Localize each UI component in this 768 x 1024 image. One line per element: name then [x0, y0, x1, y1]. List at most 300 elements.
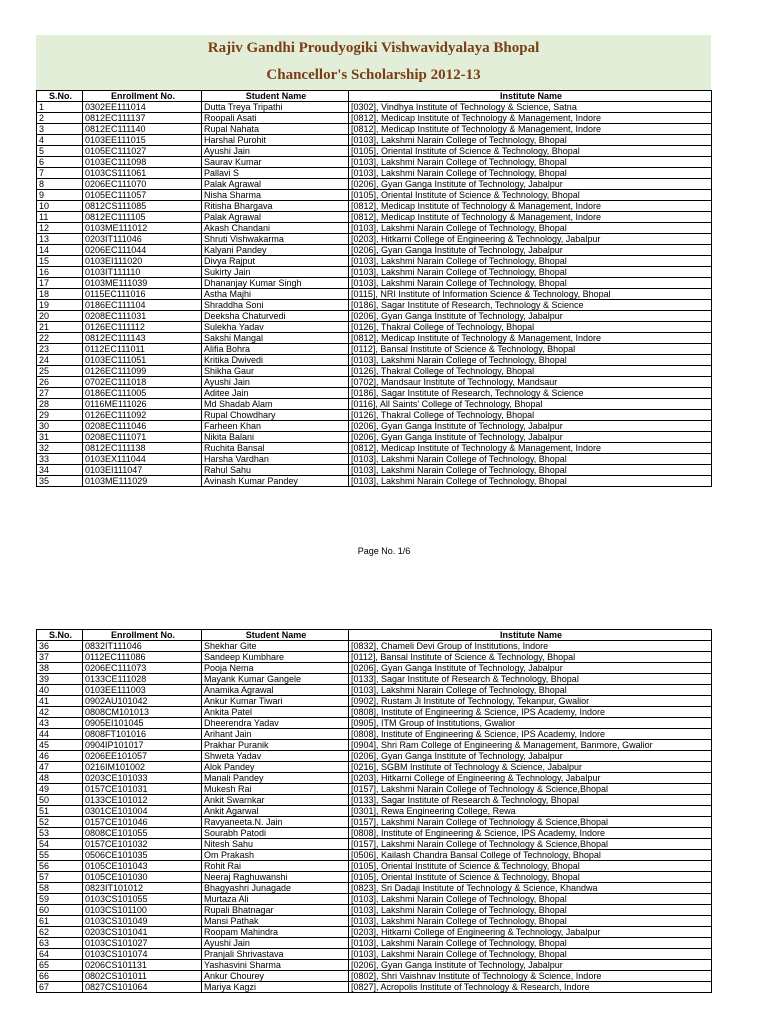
cell-enrollment: 0103ME111012 — [83, 223, 202, 234]
cell-institute-name: [0206], Gyan Ganga Institute of Technology, Jabalpur — [349, 245, 712, 256]
cell-sno: 30 — [37, 421, 83, 432]
cell-institute-name: [0103], Lakshmi Narain College of Technology, Bhopal — [349, 355, 712, 366]
table-row — [37, 157, 712, 168]
cell-sno: 65 — [37, 960, 83, 971]
cell-enrollment: 0103EI111020 — [83, 256, 202, 267]
cell-sno: 22 — [37, 333, 83, 344]
cell-student-name: Rupal Nahata — [202, 124, 349, 135]
cell-student-name: Pooja Nema — [202, 663, 349, 674]
table-row — [37, 333, 712, 344]
cell-institute-name: [0206], Gyan Ganga Institute of Technology, Jabalpur — [349, 179, 712, 190]
cell-sno: 47 — [37, 762, 83, 773]
cell-institute-name: [0506], Kailash Chandra Bansal College of Technology, Bhopal — [349, 850, 712, 861]
cell-sno: 11 — [37, 212, 83, 223]
cell-institute-name: [0103], Lakshmi Narain College of Technology, Bhopal — [349, 949, 712, 960]
cell-sno: 33 — [37, 454, 83, 465]
cell-enrollment: 0103ME111039 — [83, 278, 202, 289]
cell-sno: 36 — [37, 641, 83, 652]
cell-institute-name: [0808], Institute of Engineering & Science, IPS Academy, Indore — [349, 828, 712, 839]
cell-institute-name: [0126], Thakral College of Technology, Bhopal — [349, 366, 712, 377]
cell-institute-name: [0112], Bansal Institute of Science & Technology, Bhopal — [349, 344, 712, 355]
cell-enrollment: 0902AU101042 — [83, 696, 202, 707]
cell-student-name: Dheerendra Yadav — [202, 718, 349, 729]
cell-enrollment: 0103CS101100 — [83, 905, 202, 916]
cell-sno: 40 — [37, 685, 83, 696]
cell-sno: 14 — [37, 245, 83, 256]
cell-enrollment: 0802CS101011 — [83, 971, 202, 982]
table-row — [37, 113, 712, 124]
cell-student-name: Ruchita Bansal — [202, 443, 349, 454]
table-row — [37, 905, 712, 916]
cell-sno: 31 — [37, 432, 83, 443]
cell-institute-name: [0103], Lakshmi Narain College of Technology, Bhopal — [349, 916, 712, 927]
table-row — [37, 817, 712, 828]
cell-institute-name: [0186], Sagar Institute of Research, Technology & Science — [349, 388, 712, 399]
cell-enrollment: 0103IT111110 — [83, 267, 202, 278]
table-row — [37, 124, 712, 135]
table-row — [37, 212, 712, 223]
cell-sno: 12 — [37, 223, 83, 234]
table-row — [37, 432, 712, 443]
cell-student-name: Rupali Bhatnagar — [202, 905, 349, 916]
cell-student-name: Mukesh Rai — [202, 784, 349, 795]
cell-institute-name: [0133], Sagar Institute of Research & Technology, Bhopal — [349, 795, 712, 806]
cell-student-name: Sulekha Yadav — [202, 322, 349, 333]
table-row — [37, 366, 712, 377]
cell-student-name: Ankit Swarnkar — [202, 795, 349, 806]
table-row — [37, 355, 712, 366]
cell-institute-name: [0103], Lakshmi Narain College of Technology, Bhopal — [349, 168, 712, 179]
cell-enrollment: 0103EC111098 — [83, 157, 202, 168]
table-row — [37, 938, 712, 949]
cell-sno: 5 — [37, 146, 83, 157]
table-row — [37, 663, 712, 674]
cell-enrollment: 0103CS111061 — [83, 168, 202, 179]
cell-student-name: Sandeep Kumbhare — [202, 652, 349, 663]
cell-student-name: Nitesh Sahu — [202, 839, 349, 850]
cell-student-name: Harsha Vardhan — [202, 454, 349, 465]
cell-institute-name: [0802], Shri Vaishnav Institute of Technology & Science, Indore — [349, 971, 712, 982]
table-row — [37, 399, 712, 410]
cell-sno: 37 — [37, 652, 83, 663]
cell-student-name: Saurav Kumar — [202, 157, 349, 168]
cell-enrollment: 0206EC111070 — [83, 179, 202, 190]
cell-enrollment: 0832IT111046 — [83, 641, 202, 652]
cell-student-name: Pallavi S — [202, 168, 349, 179]
table-row — [37, 784, 712, 795]
cell-student-name: Sakshi Mangal — [202, 333, 349, 344]
cell-institute-name: [0126], Thakral College of Technology, Bhopal — [349, 322, 712, 333]
table-row — [37, 190, 712, 201]
cell-enrollment: 0103CS101055 — [83, 894, 202, 905]
cell-sno: 3 — [37, 124, 83, 135]
cell-sno: 27 — [37, 388, 83, 399]
cell-student-name: Dhananjay Kumar Singh — [202, 278, 349, 289]
table-row — [37, 234, 712, 245]
cell-student-name: Sukirty Jain — [202, 267, 349, 278]
table-row — [37, 135, 712, 146]
cell-sno: 59 — [37, 894, 83, 905]
cell-institute-name: [0105], Oriental Institute of Science & Technology, Bhopal — [349, 861, 712, 872]
cell-institute-name: [0112], Bansal Institute of Science & Technology, Bhopal — [349, 652, 712, 663]
cell-student-name: Mariya Kagzi — [202, 982, 349, 993]
cell-sno: 48 — [37, 773, 83, 784]
cell-institute-name: [0103], Lakshmi Narain College of Technology, Bhopal — [349, 267, 712, 278]
cell-student-name: Astha Majhi — [202, 289, 349, 300]
cell-student-name: Rahul Sahu — [202, 465, 349, 476]
cell-institute-name: [0812], Medicap Institute of Technology & Management, Indore — [349, 201, 712, 212]
table-row — [37, 982, 712, 993]
table-row — [37, 278, 712, 289]
cell-enrollment: 0506CE101035 — [83, 850, 202, 861]
cell-enrollment: 0186EC111104 — [83, 300, 202, 311]
table-row — [37, 289, 712, 300]
cell-student-name: Shraddha Soni — [202, 300, 349, 311]
cell-institute-name: [0203], Hitkarni College of Engineering & Technology, Jabalpur — [349, 234, 712, 245]
table-row — [37, 718, 712, 729]
table-row — [37, 344, 712, 355]
cell-student-name: Shikha Gaur — [202, 366, 349, 377]
cell-enrollment: 0812EC111138 — [83, 443, 202, 454]
table-header-row — [37, 630, 712, 641]
cell-enrollment: 0203CE101033 — [83, 773, 202, 784]
cell-institute-name: [0206], Gyan Ganga Institute of Technology, Jabalpur — [349, 311, 712, 322]
table-row — [37, 421, 712, 432]
cell-sno: 38 — [37, 663, 83, 674]
cell-institute-name: [0808], Institute of Engineering & Science, IPS Academy, Indore — [349, 729, 712, 740]
table-row — [37, 146, 712, 157]
cell-enrollment: 0103EE111015 — [83, 135, 202, 146]
cell-enrollment: 0105CE101043 — [83, 861, 202, 872]
cell-enrollment: 0208EC111071 — [83, 432, 202, 443]
cell-student-name: Ankur Kumar Tiwari — [202, 696, 349, 707]
cell-student-name: Arihant Jain — [202, 729, 349, 740]
cell-student-name: Rupal Chowdhary — [202, 410, 349, 421]
cell-sno: 62 — [37, 927, 83, 938]
cell-student-name: Prakhar Puranik — [202, 740, 349, 751]
table-row — [37, 443, 712, 454]
table-row — [37, 806, 712, 817]
cell-enrollment: 0812EC111137 — [83, 113, 202, 124]
table-row — [37, 740, 712, 751]
cell-institute-name: [0702], Mandsaur Institute of Technology, Mandsaur — [349, 377, 712, 388]
cell-enrollment: 0157CE101031 — [83, 784, 202, 795]
cell-institute-name: [0905], ITM Group of Institutions, Gwalior — [349, 718, 712, 729]
cell-sno: 18 — [37, 289, 83, 300]
cell-student-name: Mansi Pathak — [202, 916, 349, 927]
cell-institute-name: [0206], Gyan Ganga Institute of Technology, Jabalpur — [349, 663, 712, 674]
cell-institute-name: [0105], Oriental Institute of Science & Technology, Bhopal — [349, 872, 712, 883]
cell-sno: 44 — [37, 729, 83, 740]
cell-sno: 24 — [37, 355, 83, 366]
cell-sno: 56 — [37, 861, 83, 872]
cell-sno: 1 — [37, 102, 83, 113]
header-enrollment: Enrollment No. — [83, 91, 202, 102]
cell-institute-name: [0115], NRI Institute of Information Science & Technology, Bhopal — [349, 289, 712, 300]
cell-sno: 20 — [37, 311, 83, 322]
cell-student-name: Harshal Purohit — [202, 135, 349, 146]
cell-student-name: Farheen Khan — [202, 421, 349, 432]
table-row — [37, 872, 712, 883]
cell-sno: 6 — [37, 157, 83, 168]
cell-enrollment: 0103EC111051 — [83, 355, 202, 366]
cell-sno: 54 — [37, 839, 83, 850]
cell-institute-name: [0103], Lakshmi Narain College of Technology, Bhopal — [349, 278, 712, 289]
cell-institute-name: [0126], Thakral College of Technology, Bhopal — [349, 410, 712, 421]
table-row — [37, 388, 712, 399]
university-title: Rajiv Gandhi Proudyogiki Vishwavidyalaya Bhopal — [207, 40, 540, 56]
scholarship-table-page-2 — [36, 629, 712, 993]
table-row — [37, 696, 712, 707]
cell-student-name: Sourabh Patodi — [202, 828, 349, 839]
cell-enrollment: 0103CS101027 — [83, 938, 202, 949]
cell-student-name: Bhagyashri Junagade — [202, 883, 349, 894]
cell-institute-name: [0203], Hitkarni College of Engineering & Technology, Jabalpur — [349, 927, 712, 938]
cell-student-name: Palak Agrawal — [202, 179, 349, 190]
header-institute-name: Institute Name — [349, 91, 712, 102]
table-row — [37, 839, 712, 850]
header-sno: S.No. — [37, 91, 83, 102]
header-institute-name: Institute Name — [349, 630, 712, 641]
cell-sno: 26 — [37, 377, 83, 388]
table-row — [37, 652, 712, 663]
cell-institute-name: [0812], Medicap Institute of Technology & Management, Indore — [349, 333, 712, 344]
table-row — [37, 828, 712, 839]
cell-enrollment: 0301CE101004 — [83, 806, 202, 817]
cell-institute-name: [0812], Medicap Institute of Technology & Management, Indore — [349, 124, 712, 135]
cell-institute-name: [0812], Medicap Institute of Technology & Management, Indore — [349, 113, 712, 124]
cell-institute-name: [0103], Lakshmi Narain College of Technology, Bhopal — [349, 256, 712, 267]
cell-student-name: Neeraj Raghuwanshi — [202, 872, 349, 883]
cell-institute-name: [0103], Lakshmi Narain College of Technology, Bhopal — [349, 157, 712, 168]
cell-enrollment: 0827CS101064 — [83, 982, 202, 993]
cell-sno: 10 — [37, 201, 83, 212]
cell-sno: 66 — [37, 971, 83, 982]
page-number: Page No. 1/6 — [357, 546, 411, 556]
cell-sno: 58 — [37, 883, 83, 894]
cell-institute-name: [0103], Lakshmi Narain College of Technology, Bhopal — [349, 894, 712, 905]
cell-enrollment: 0105EC111057 — [83, 190, 202, 201]
cell-enrollment: 0157CE101032 — [83, 839, 202, 850]
cell-enrollment: 0808CM101013 — [83, 707, 202, 718]
cell-sno: 35 — [37, 476, 83, 487]
cell-student-name: Palak Agrawal — [202, 212, 349, 223]
cell-sno: 16 — [37, 267, 83, 278]
table-row — [37, 267, 712, 278]
cell-enrollment: 0206EE101057 — [83, 751, 202, 762]
cell-sno: 13 — [37, 234, 83, 245]
table-row — [37, 245, 712, 256]
cell-institute-name: [0186], Sagar Institute of Research, Technology & Science — [349, 300, 712, 311]
cell-enrollment: 0116ME111026 — [83, 399, 202, 410]
cell-enrollment: 0112EC111086 — [83, 652, 202, 663]
cell-sno: 52 — [37, 817, 83, 828]
cell-student-name: Ankit Agarwal — [202, 806, 349, 817]
cell-enrollment: 0808FT101016 — [83, 729, 202, 740]
cell-enrollment: 0103CS101049 — [83, 916, 202, 927]
table-row — [37, 707, 712, 718]
cell-institute-name: [0157], Lakshmi Narain College of Technology & Science,Bhopal — [349, 839, 712, 850]
cell-institute-name: [0133], Sagar Institute of Research & Technology, Bhopal — [349, 674, 712, 685]
cell-sno: 21 — [37, 322, 83, 333]
table-row — [37, 685, 712, 696]
cell-enrollment: 0103EI111047 — [83, 465, 202, 476]
table-row — [37, 927, 712, 938]
cell-enrollment: 0103CS101074 — [83, 949, 202, 960]
cell-sno: 2 — [37, 113, 83, 124]
cell-student-name: Kritika Dwivedi — [202, 355, 349, 366]
cell-institute-name: [0157], Lakshmi Narain College of Technology & Science,Bhopal — [349, 784, 712, 795]
cell-institute-name: [0206], Gyan Ganga Institute of Technology, Jabalpur — [349, 421, 712, 432]
table-row — [37, 773, 712, 784]
cell-sno: 34 — [37, 465, 83, 476]
cell-student-name: Ayushi Jain — [202, 938, 349, 949]
cell-sno: 43 — [37, 718, 83, 729]
cell-institute-name: [0206], Gyan Ganga Institute of Technology, Jabalpur — [349, 751, 712, 762]
table-row — [37, 377, 712, 388]
table-row — [37, 476, 712, 487]
cell-sno: 23 — [37, 344, 83, 355]
cell-enrollment: 0812CS111085 — [83, 201, 202, 212]
cell-enrollment: 0905EI101045 — [83, 718, 202, 729]
cell-institute-name: [0105], Oriental Institute of Science & Technology, Bhopal — [349, 190, 712, 201]
cell-enrollment: 0103EE111003 — [83, 685, 202, 696]
cell-sno: 61 — [37, 916, 83, 927]
cell-sno: 63 — [37, 938, 83, 949]
cell-sno: 28 — [37, 399, 83, 410]
cell-institute-name: [0302], Vindhya Institute of Technology & Science, Satna — [349, 102, 712, 113]
table-row — [37, 311, 712, 322]
cell-institute-name: [0904], Shri Ram College of Engineering & Management, Banmore, Gwalior — [349, 740, 712, 751]
table-row — [37, 883, 712, 894]
cell-student-name: Roopali Asati — [202, 113, 349, 124]
cell-enrollment: 0105CE101030 — [83, 872, 202, 883]
cell-institute-name: [0216], SGBM Institute of Technology & Science, Jabalpur — [349, 762, 712, 773]
cell-student-name: Nikita Balani — [202, 432, 349, 443]
table-row — [37, 201, 712, 212]
cell-sno: 41 — [37, 696, 83, 707]
table-row — [37, 795, 712, 806]
table-row — [37, 674, 712, 685]
table-row — [37, 102, 712, 113]
cell-student-name: Om Prakash — [202, 850, 349, 861]
cell-student-name: Avinash Kumar Pandey — [202, 476, 349, 487]
table-row — [37, 322, 712, 333]
table-row — [37, 850, 712, 861]
table-row — [37, 300, 712, 311]
cell-student-name: Yashasvini Sharma — [202, 960, 349, 971]
cell-enrollment: 0105EC111027 — [83, 146, 202, 157]
cell-student-name: Ritisha Bhargava — [202, 201, 349, 212]
cell-sno: 17 — [37, 278, 83, 289]
cell-student-name: Shweta Yadav — [202, 751, 349, 762]
cell-enrollment: 0702EC111018 — [83, 377, 202, 388]
table-row — [37, 641, 712, 652]
cell-student-name: Kalyani Pandey — [202, 245, 349, 256]
cell-enrollment: 0812EC111140 — [83, 124, 202, 135]
cell-enrollment: 0208EC111031 — [83, 311, 202, 322]
scholarship-title: Chancellor's Scholarship 2012-13 — [266, 67, 481, 83]
cell-sno: 25 — [37, 366, 83, 377]
cell-student-name: Mayank Kumar Gangele — [202, 674, 349, 685]
cell-student-name: Alifia Bohra — [202, 344, 349, 355]
table-header-row — [37, 91, 712, 102]
cell-institute-name: [0103], Lakshmi Narain College of Technology, Bhopal — [349, 223, 712, 234]
cell-institute-name: [0301], Rewa Engineering College, Rewa — [349, 806, 712, 817]
table-row — [37, 861, 712, 872]
cell-student-name: Nisha Sharma — [202, 190, 349, 201]
cell-student-name: Shekhar Gite — [202, 641, 349, 652]
cell-institute-name: [0103], Lakshmi Narain College of Technology, Bhopal — [349, 938, 712, 949]
cell-student-name: Ankita Patel — [202, 707, 349, 718]
cell-institute-name: [0206], Gyan Ganga Institute of Technology, Jabalpur — [349, 432, 712, 443]
cell-sno: 7 — [37, 168, 83, 179]
cell-institute-name: [0103], Lakshmi Narain College of Technology, Bhopal — [349, 135, 712, 146]
cell-institute-name: [0832], Chameli Devi Group of Institutions, Indore — [349, 641, 712, 652]
cell-institute-name: [0808], Institute of Engineering & Science, IPS Academy, Indore — [349, 707, 712, 718]
table-row — [37, 729, 712, 740]
cell-student-name: Anamika Agrawal — [202, 685, 349, 696]
cell-student-name: Murtaza Ali — [202, 894, 349, 905]
cell-student-name: Deeksha Chaturvedi — [202, 311, 349, 322]
cell-sno: 32 — [37, 443, 83, 454]
cell-student-name: Roopam Mahindra — [202, 927, 349, 938]
cell-sno: 60 — [37, 905, 83, 916]
cell-institute-name: [0105], Oriental Institute of Science & Technology, Bhopal — [349, 146, 712, 157]
cell-sno: 45 — [37, 740, 83, 751]
cell-student-name: Ravyaneeta.N. Jain — [202, 817, 349, 828]
header-student-name: Student Name — [202, 630, 349, 641]
table-row — [37, 971, 712, 982]
cell-sno: 51 — [37, 806, 83, 817]
cell-institute-name: [0103], Lakshmi Narain College of Technology, Bhopal — [349, 685, 712, 696]
cell-institute-name: [0103], Lakshmi Narain College of Technology, Bhopal — [349, 905, 712, 916]
cell-sno: 15 — [37, 256, 83, 267]
cell-student-name: Aditee Jain — [202, 388, 349, 399]
cell-student-name: Divya Rajput — [202, 256, 349, 267]
header-sno: S.No. — [37, 630, 83, 641]
cell-enrollment: 0302EE111014 — [83, 102, 202, 113]
cell-student-name: Ankur Chourey — [202, 971, 349, 982]
cell-student-name: Dutta Treya Tripathi — [202, 102, 349, 113]
cell-enrollment: 0133CE111028 — [83, 674, 202, 685]
cell-student-name: Manali Pandey — [202, 773, 349, 784]
header-enrollment: Enrollment No. — [83, 630, 202, 641]
table-row — [37, 949, 712, 960]
cell-enrollment: 0186EC111005 — [83, 388, 202, 399]
cell-enrollment: 0133CE101012 — [83, 795, 202, 806]
table-row — [37, 916, 712, 927]
cell-sno: 50 — [37, 795, 83, 806]
cell-student-name: Rohit Rai — [202, 861, 349, 872]
cell-sno: 57 — [37, 872, 83, 883]
cell-institute-name: [0823], Sri Dadaji Institute of Technology & Science, Khandwa — [349, 883, 712, 894]
cell-sno: 67 — [37, 982, 83, 993]
cell-enrollment: 0206EC111044 — [83, 245, 202, 256]
header-student-name: Student Name — [202, 91, 349, 102]
cell-enrollment: 0157CE101046 — [83, 817, 202, 828]
cell-institute-name: [0812], Medicap Institute of Technology & Management, Indore — [349, 212, 712, 223]
cell-sno: 53 — [37, 828, 83, 839]
cell-enrollment: 0126EC111099 — [83, 366, 202, 377]
scholarship-table-page-1 — [36, 90, 712, 487]
cell-student-name: Pranjali Shrivastava — [202, 949, 349, 960]
cell-student-name: Alok Pandey — [202, 762, 349, 773]
table-row — [37, 223, 712, 234]
cell-sno: 42 — [37, 707, 83, 718]
table-row — [37, 454, 712, 465]
cell-enrollment: 0103ME111029 — [83, 476, 202, 487]
